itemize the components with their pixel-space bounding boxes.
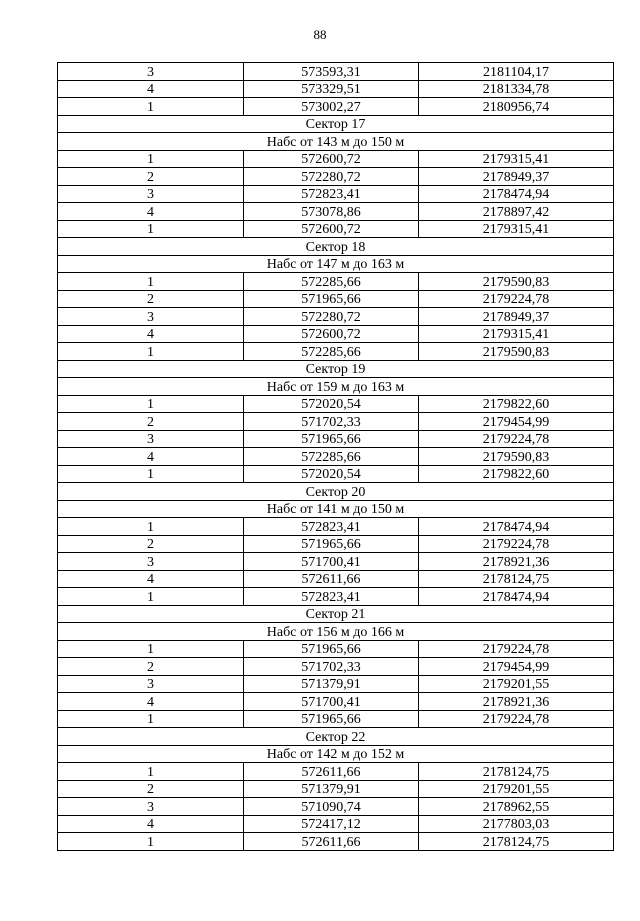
- x-coordinate-cell: 572600,72: [244, 150, 419, 168]
- y-coordinate-cell: 2179315,41: [419, 220, 614, 238]
- x-coordinate-cell: 571090,74: [244, 798, 419, 816]
- y-coordinate-cell: 2179224,78: [419, 640, 614, 658]
- x-coordinate-cell: 572600,72: [244, 325, 419, 343]
- x-coordinate-cell: 571379,91: [244, 780, 419, 798]
- point-number-cell: 1: [58, 465, 244, 483]
- point-number-cell: 2: [58, 413, 244, 431]
- point-number-cell: 1: [58, 710, 244, 728]
- x-coordinate-cell: 571965,66: [244, 640, 419, 658]
- x-coordinate-cell: 573329,51: [244, 80, 419, 98]
- point-number-cell: 1: [58, 763, 244, 781]
- section-header-cell: Набс от 143 м до 150 м: [58, 133, 614, 151]
- point-number-cell: 4: [58, 203, 244, 221]
- table-row: [58, 325, 614, 343]
- table-row: [58, 168, 614, 186]
- x-coordinate-cell: 571702,33: [244, 413, 419, 431]
- y-coordinate-cell: 2178949,37: [419, 168, 614, 186]
- section-header-row: [58, 623, 614, 641]
- x-coordinate-cell: 572600,72: [244, 220, 419, 238]
- point-number-cell: 4: [58, 693, 244, 711]
- y-coordinate-cell: 2178474,94: [419, 185, 614, 203]
- x-coordinate-cell: 572611,66: [244, 833, 419, 851]
- section-header-cell: Сектор 18: [58, 238, 614, 256]
- x-coordinate-cell: 572285,66: [244, 343, 419, 361]
- section-header-cell: Набс от 142 м до 152 м: [58, 745, 614, 763]
- y-coordinate-cell: 2181104,17: [419, 63, 614, 81]
- section-header-cell: Сектор 22: [58, 728, 614, 746]
- table-row: [58, 780, 614, 798]
- table-row: [58, 203, 614, 221]
- y-coordinate-cell: 2178921,36: [419, 693, 614, 711]
- y-coordinate-cell: 2179201,55: [419, 780, 614, 798]
- table-row: [58, 798, 614, 816]
- x-coordinate-cell: 571965,66: [244, 535, 419, 553]
- section-header-row: [58, 360, 614, 378]
- section-header-cell: Сектор 20: [58, 483, 614, 501]
- y-coordinate-cell: 2178962,55: [419, 798, 614, 816]
- point-number-cell: 2: [58, 658, 244, 676]
- table-row: [58, 570, 614, 588]
- table-row: [58, 273, 614, 291]
- y-coordinate-cell: 2179315,41: [419, 150, 614, 168]
- table-row: [58, 815, 614, 833]
- point-number-cell: 3: [58, 63, 244, 81]
- section-header-cell: Набс от 156 м до 166 м: [58, 623, 614, 641]
- x-coordinate-cell: 572285,66: [244, 448, 419, 466]
- point-number-cell: 2: [58, 780, 244, 798]
- table-row: [58, 693, 614, 711]
- y-coordinate-cell: 2179454,99: [419, 413, 614, 431]
- point-number-cell: 2: [58, 535, 244, 553]
- section-header-cell: Набс от 159 м до 163 м: [58, 378, 614, 396]
- table-row: [58, 465, 614, 483]
- x-coordinate-cell: 572823,41: [244, 588, 419, 606]
- point-number-cell: 3: [58, 675, 244, 693]
- x-coordinate-cell: 572285,66: [244, 273, 419, 291]
- x-coordinate-cell: 571700,41: [244, 693, 419, 711]
- section-header-row: [58, 483, 614, 501]
- point-number-cell: 4: [58, 815, 244, 833]
- y-coordinate-cell: 2179822,60: [419, 395, 614, 413]
- section-header-cell: Сектор 19: [58, 360, 614, 378]
- y-coordinate-cell: 2179315,41: [419, 325, 614, 343]
- x-coordinate-cell: 571700,41: [244, 553, 419, 571]
- table-row: [58, 413, 614, 431]
- section-header-row: [58, 500, 614, 518]
- point-number-cell: 1: [58, 518, 244, 536]
- point-number-cell: 1: [58, 343, 244, 361]
- y-coordinate-cell: 2179822,60: [419, 465, 614, 483]
- section-header-row: [58, 605, 614, 623]
- section-header-row: [58, 255, 614, 273]
- point-number-cell: 4: [58, 325, 244, 343]
- y-coordinate-cell: 2178949,37: [419, 308, 614, 326]
- section-header-cell: Сектор 17: [58, 115, 614, 133]
- x-coordinate-cell: 571379,91: [244, 675, 419, 693]
- x-coordinate-cell: 573002,27: [244, 98, 419, 116]
- section-header-cell: Сектор 21: [58, 605, 614, 623]
- table-row: [58, 220, 614, 238]
- y-coordinate-cell: 2178897,42: [419, 203, 614, 221]
- table-row: [58, 658, 614, 676]
- point-number-cell: 3: [58, 553, 244, 571]
- table-row: [58, 185, 614, 203]
- point-number-cell: 1: [58, 395, 244, 413]
- y-coordinate-cell: 2178124,75: [419, 763, 614, 781]
- table-row: [58, 98, 614, 116]
- y-coordinate-cell: 2180956,74: [419, 98, 614, 116]
- point-number-cell: 1: [58, 640, 244, 658]
- table-row: [58, 640, 614, 658]
- table-row: [58, 395, 614, 413]
- page-number: 88: [313, 27, 327, 42]
- x-coordinate-cell: 572611,66: [244, 763, 419, 781]
- table-row: [58, 535, 614, 553]
- x-coordinate-cell: 572280,72: [244, 308, 419, 326]
- x-coordinate-cell: 571702,33: [244, 658, 419, 676]
- table-row: [58, 448, 614, 466]
- y-coordinate-cell: 2179201,55: [419, 675, 614, 693]
- table-row: [58, 343, 614, 361]
- y-coordinate-cell: 2178921,36: [419, 553, 614, 571]
- table-row: [58, 290, 614, 308]
- y-coordinate-cell: 2179224,78: [419, 430, 614, 448]
- x-coordinate-cell: 572823,41: [244, 185, 419, 203]
- table-row: [58, 675, 614, 693]
- point-number-cell: 3: [58, 308, 244, 326]
- y-coordinate-cell: 2179224,78: [419, 535, 614, 553]
- point-number-cell: 3: [58, 798, 244, 816]
- y-coordinate-cell: 2179590,83: [419, 273, 614, 291]
- y-coordinate-cell: 2179454,99: [419, 658, 614, 676]
- coordinates-table: [57, 62, 614, 851]
- table-row: [58, 833, 614, 851]
- table-row: [58, 63, 614, 81]
- section-header-row: [58, 238, 614, 256]
- table-row: [58, 518, 614, 536]
- x-coordinate-cell: 571965,66: [244, 430, 419, 448]
- table-row: [58, 553, 614, 571]
- point-number-cell: 4: [58, 570, 244, 588]
- section-header-cell: Набс от 147 м до 163 м: [58, 255, 614, 273]
- section-header-row: [58, 745, 614, 763]
- point-number-cell: 2: [58, 290, 244, 308]
- section-header-cell: Набс от 141 м до 150 м: [58, 500, 614, 518]
- point-number-cell: 1: [58, 98, 244, 116]
- section-header-row: [58, 728, 614, 746]
- table-row: [58, 80, 614, 98]
- x-coordinate-cell: 572611,66: [244, 570, 419, 588]
- x-coordinate-cell: 572020,54: [244, 395, 419, 413]
- y-coordinate-cell: 2178474,94: [419, 588, 614, 606]
- section-header-row: [58, 133, 614, 151]
- y-coordinate-cell: 2178474,94: [419, 518, 614, 536]
- point-number-cell: 1: [58, 273, 244, 291]
- point-number-cell: 1: [58, 150, 244, 168]
- table-row: [58, 430, 614, 448]
- point-number-cell: 1: [58, 220, 244, 238]
- point-number-cell: 4: [58, 448, 244, 466]
- point-number-cell: 1: [58, 833, 244, 851]
- point-number-cell: 4: [58, 80, 244, 98]
- x-coordinate-cell: 571965,66: [244, 710, 419, 728]
- point-number-cell: 2: [58, 168, 244, 186]
- point-number-cell: 1: [58, 588, 244, 606]
- y-coordinate-cell: 2179590,83: [419, 343, 614, 361]
- y-coordinate-cell: 2179590,83: [419, 448, 614, 466]
- x-coordinate-cell: 572280,72: [244, 168, 419, 186]
- x-coordinate-cell: 573078,86: [244, 203, 419, 221]
- point-number-cell: 3: [58, 185, 244, 203]
- x-coordinate-cell: 571965,66: [244, 290, 419, 308]
- y-coordinate-cell: 2178124,75: [419, 570, 614, 588]
- x-coordinate-cell: 572417,12: [244, 815, 419, 833]
- y-coordinate-cell: 2179224,78: [419, 710, 614, 728]
- table-row: [58, 308, 614, 326]
- table-row: [58, 710, 614, 728]
- x-coordinate-cell: 572823,41: [244, 518, 419, 536]
- table-row: [58, 150, 614, 168]
- y-coordinate-cell: 2177803,03: [419, 815, 614, 833]
- y-coordinate-cell: 2181334,78: [419, 80, 614, 98]
- y-coordinate-cell: 2178124,75: [419, 833, 614, 851]
- x-coordinate-cell: 573593,31: [244, 63, 419, 81]
- y-coordinate-cell: 2179224,78: [419, 290, 614, 308]
- table-row: [58, 763, 614, 781]
- section-header-row: [58, 378, 614, 396]
- x-coordinate-cell: 572020,54: [244, 465, 419, 483]
- table-row: [58, 588, 614, 606]
- point-number-cell: 3: [58, 430, 244, 448]
- section-header-row: [58, 115, 614, 133]
